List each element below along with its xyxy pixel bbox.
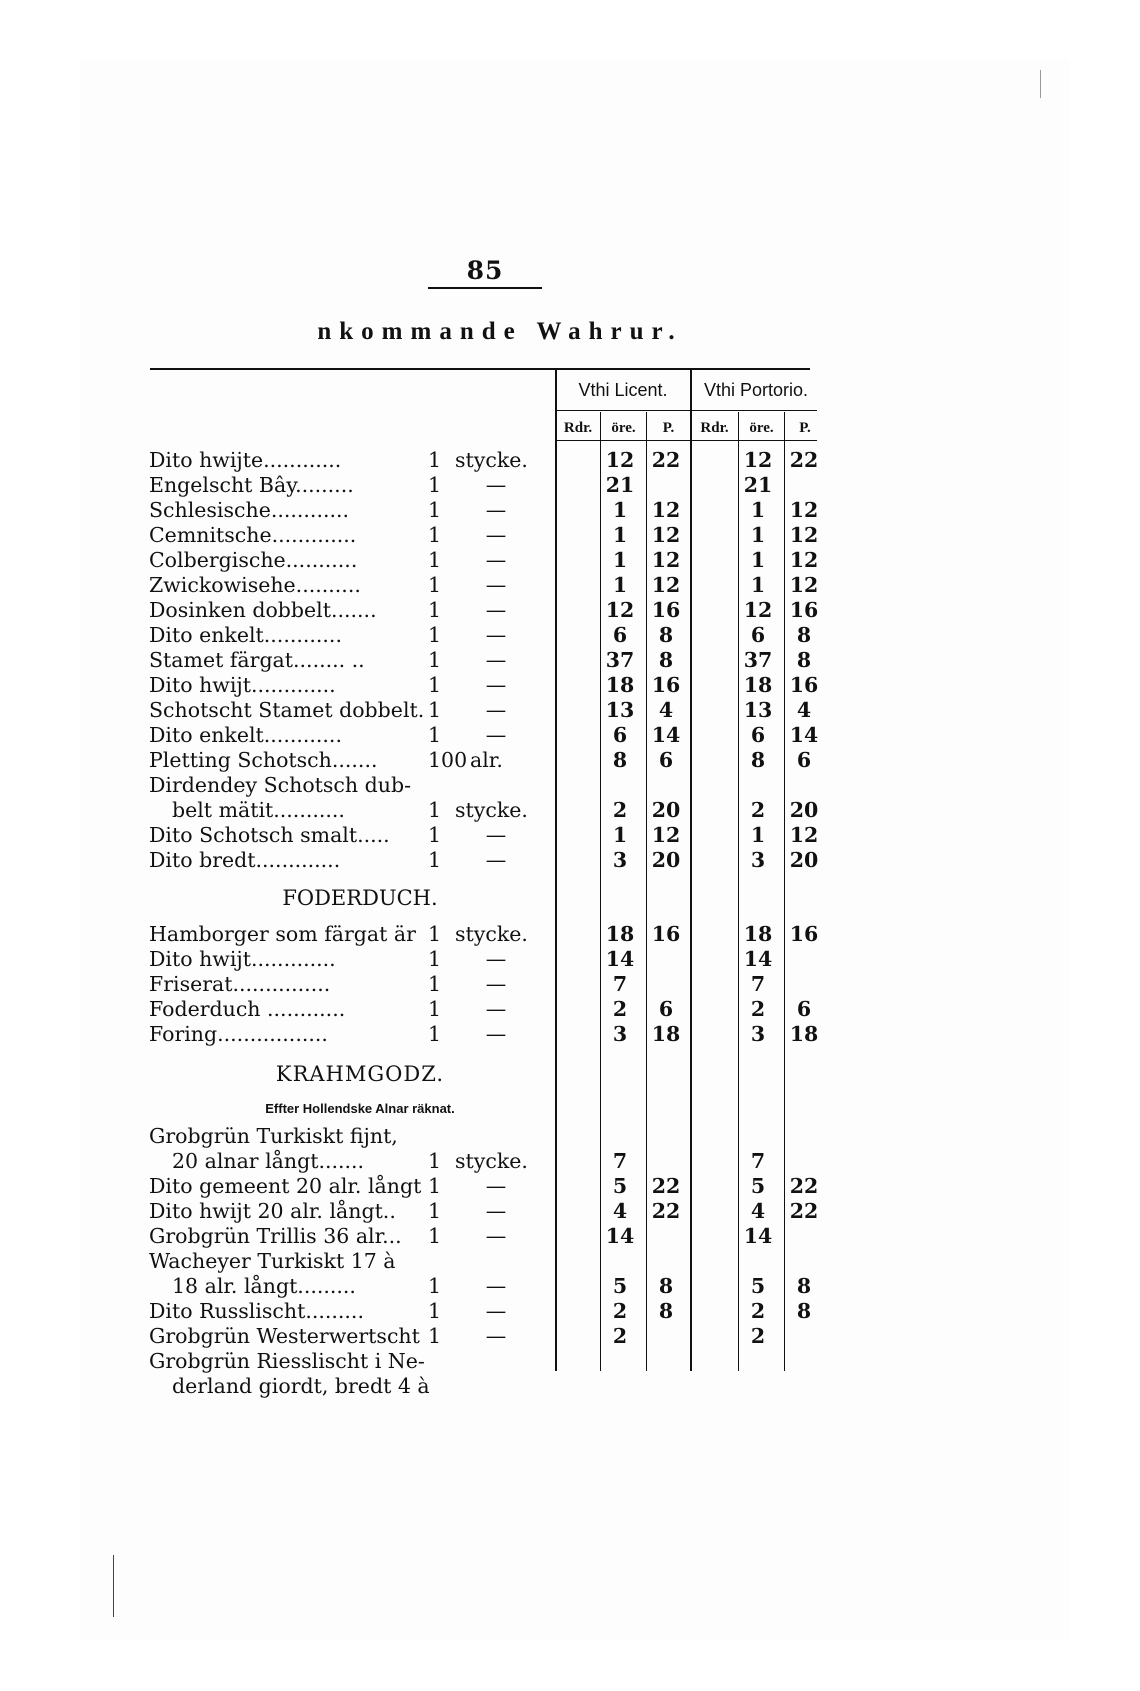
item-name: Zwickowisehe.......... <box>149 573 361 597</box>
portorio-ore: 5 <box>750 1174 766 1198</box>
portorio-ore: 2 <box>750 1324 766 1348</box>
page-number: 85 <box>466 256 504 285</box>
portorio-p: 12 <box>789 548 819 572</box>
portorio-p: 12 <box>789 823 819 847</box>
item-unit: — <box>485 1324 507 1348</box>
portorio-ore: 2 <box>750 798 766 822</box>
item-qty: 1 <box>428 673 442 697</box>
table-row <box>0 1374 1140 1399</box>
licent-ore: 4 <box>612 1199 628 1223</box>
item-name: Dito hwijte............ <box>149 448 342 472</box>
item-name: Dito hwijt 20 alr. långt.. <box>149 1199 396 1223</box>
item-qty: 1 <box>428 1022 442 1046</box>
item-name: Dito Russlischt......... <box>149 1299 364 1323</box>
table-row <box>0 748 1140 773</box>
item-name: Grobgrün Trillis 36 alr... <box>149 1224 402 1248</box>
item-qty: 1 <box>428 498 442 522</box>
item-name: Stamet färgat........ .. <box>149 648 365 672</box>
portorio-p: 22 <box>789 1174 819 1198</box>
item-name: Hamborger som färgat är <box>149 922 416 946</box>
licent-p-header: P. <box>662 420 675 436</box>
table-row <box>0 922 1140 947</box>
item-name: Schotscht Stamet dobbelt. <box>149 698 425 722</box>
licent-p: 22 <box>651 448 681 472</box>
table-row <box>0 1224 1140 1249</box>
item-qty: 1 <box>428 947 442 971</box>
licent-ore: 12 <box>605 448 635 472</box>
table-row <box>0 997 1140 1022</box>
licent-p: 16 <box>651 922 681 946</box>
item-unit: — <box>485 972 507 996</box>
portorio-ore: 21 <box>743 473 773 497</box>
licent-p: 22 <box>651 1199 681 1223</box>
item-unit: — <box>485 1022 507 1046</box>
licent-ore-header: öre. <box>611 420 636 436</box>
portorio-ore: 14 <box>743 1224 773 1248</box>
item-qty: 1 <box>428 1299 442 1323</box>
item-qty: 1 <box>428 798 442 822</box>
item-name-continued: 18 alr. långt......... <box>172 1274 356 1298</box>
section-note: Effter Hollendske Alnar räknat. <box>265 1101 455 1116</box>
licent-ore: 1 <box>612 498 628 522</box>
page-heading: nkommande Wahrur. <box>317 318 683 345</box>
item-qty: 1 <box>428 1174 442 1198</box>
licent-p: 12 <box>651 523 681 547</box>
item-unit: — <box>485 723 507 747</box>
portorio-p: 16 <box>789 598 819 622</box>
portorio-ore-header: öre. <box>749 420 774 436</box>
table-row <box>0 1149 1140 1174</box>
licent-p: 20 <box>651 798 681 822</box>
licent-rdr-header: Rdr. <box>563 420 593 436</box>
table-row <box>0 573 1140 598</box>
table-row <box>0 798 1140 823</box>
table-row <box>0 1174 1140 1199</box>
item-unit: — <box>485 1199 507 1223</box>
table-row <box>0 773 1140 798</box>
item-qty: 100 <box>428 748 468 772</box>
portorio-ore: 2 <box>750 997 766 1021</box>
item-unit: — <box>485 548 507 572</box>
scan-mark <box>1040 70 1041 98</box>
licent-ore: 6 <box>612 623 628 647</box>
item-unit: — <box>485 848 507 872</box>
item-qty: 1 <box>428 1324 442 1348</box>
licent-p: 8 <box>658 1299 674 1323</box>
licent-ore: 21 <box>605 473 635 497</box>
item-qty: 1 <box>428 1274 442 1298</box>
item-name: Engelscht Bây......... <box>149 473 354 497</box>
item-unit: stycke. <box>455 798 528 822</box>
portorio-ore: 3 <box>750 1022 766 1046</box>
licent-ore: 8 <box>612 748 628 772</box>
licent-p: 12 <box>651 573 681 597</box>
portorio-p: 4 <box>796 698 812 722</box>
item-name: Grobgrün Westerwertscht <box>149 1324 420 1348</box>
portorio-p: 22 <box>789 448 819 472</box>
licent-p: 6 <box>658 748 674 772</box>
table-row <box>0 848 1140 873</box>
item-name: Grobgrün Riesslischt i Ne- <box>149 1349 425 1373</box>
portorio-ore: 18 <box>743 922 773 946</box>
item-name: Dito enkelt............ <box>149 723 342 747</box>
licent-p: 12 <box>651 823 681 847</box>
item-unit: alr. <box>470 748 503 772</box>
portorio-p: 12 <box>789 498 819 522</box>
header-rule <box>555 440 817 441</box>
licent-ore: 12 <box>605 598 635 622</box>
licent-ore: 1 <box>612 573 628 597</box>
licent-p: 12 <box>651 548 681 572</box>
portorio-ore: 1 <box>750 548 766 572</box>
portorio-ore: 8 <box>750 748 766 772</box>
item-name: Dirdendey Schotsch dub- <box>149 773 412 797</box>
item-unit: — <box>485 623 507 647</box>
item-unit: — <box>485 1224 507 1248</box>
table-row <box>0 1299 1140 1324</box>
licent-ore: 2 <box>612 1324 628 1348</box>
licent-ore: 1 <box>612 523 628 547</box>
table-row <box>0 523 1140 548</box>
licent-ore: 2 <box>612 1299 628 1323</box>
item-name: Dito Schotsch smalt..... <box>149 823 390 847</box>
item-unit: stycke. <box>455 448 528 472</box>
item-name: Foderduch ............ <box>149 997 346 1021</box>
table-row <box>0 673 1140 698</box>
portorio-ore: 1 <box>750 823 766 847</box>
portorio-rdr-header: Rdr. <box>700 420 729 436</box>
licent-ore: 2 <box>612 798 628 822</box>
portorio-header: Vthi Portorio. <box>703 380 809 400</box>
portorio-ore: 4 <box>750 1199 766 1223</box>
item-unit: — <box>485 498 507 522</box>
portorio-ore: 18 <box>743 673 773 697</box>
portorio-ore: 12 <box>743 598 773 622</box>
licent-ore: 1 <box>612 823 628 847</box>
portorio-p: 6 <box>796 997 812 1021</box>
item-qty: 1 <box>428 573 442 597</box>
item-qty: 1 <box>428 448 442 472</box>
item-qty: 1 <box>428 523 442 547</box>
item-unit: — <box>485 698 507 722</box>
item-unit: — <box>485 473 507 497</box>
licent-p: 16 <box>651 598 681 622</box>
table-row <box>0 598 1140 623</box>
portorio-p: 8 <box>796 1299 812 1323</box>
table-row <box>0 1324 1140 1349</box>
item-unit: — <box>485 823 507 847</box>
item-name: Grobgrün Turkiskt fijnt, <box>149 1124 398 1148</box>
table-row <box>0 823 1140 848</box>
table-row <box>0 548 1140 573</box>
licent-p: 8 <box>658 648 674 672</box>
item-name: Friserat............... <box>149 972 331 996</box>
item-unit: — <box>485 673 507 697</box>
licent-ore: 18 <box>605 922 635 946</box>
item-unit: stycke. <box>455 1149 528 1173</box>
portorio-ore: 7 <box>750 1149 766 1173</box>
portorio-ore: 12 <box>743 448 773 472</box>
licent-p: 6 <box>658 997 674 1021</box>
header-rule <box>555 410 817 411</box>
portorio-ore: 7 <box>750 972 766 996</box>
item-qty: 1 <box>428 698 442 722</box>
portorio-p: 20 <box>789 798 819 822</box>
item-name: Pletting Schotsch....... <box>149 748 378 772</box>
item-unit: — <box>485 947 507 971</box>
licent-ore: 18 <box>605 673 635 697</box>
item-name: Wacheyer Turkiskt 17 à <box>149 1249 396 1273</box>
item-name-continued: belt mätit........... <box>172 798 345 822</box>
licent-ore: 13 <box>605 698 635 722</box>
licent-p: 4 <box>658 698 674 722</box>
portorio-ore: 14 <box>743 947 773 971</box>
portorio-p: 12 <box>789 523 819 547</box>
item-qty: 1 <box>428 823 442 847</box>
item-qty: 1 <box>428 848 442 872</box>
portorio-ore: 6 <box>750 623 766 647</box>
portorio-ore: 1 <box>750 523 766 547</box>
table-row <box>0 698 1140 723</box>
item-name: Dito gemeent 20 alr. långt <box>149 1174 422 1198</box>
portorio-p: 20 <box>789 848 819 872</box>
item-name-continued: 20 alnar långt....... <box>172 1149 365 1173</box>
portorio-p: 22 <box>789 1199 819 1223</box>
licent-header: Vthi Licent. <box>578 380 668 400</box>
table-row <box>0 648 1140 673</box>
table-row <box>0 1349 1140 1374</box>
item-qty: 1 <box>428 922 442 946</box>
item-unit: — <box>485 598 507 622</box>
item-qty: 1 <box>428 473 442 497</box>
licent-p: 14 <box>651 723 681 747</box>
licent-p: 20 <box>651 848 681 872</box>
item-name: Dosinken dobbelt....... <box>149 598 377 622</box>
licent-ore: 6 <box>612 723 628 747</box>
portorio-ore: 1 <box>750 498 766 522</box>
licent-ore: 3 <box>612 1022 628 1046</box>
licent-p: 12 <box>651 498 681 522</box>
item-qty: 1 <box>428 598 442 622</box>
licent-p: 8 <box>658 1274 674 1298</box>
portorio-p: 8 <box>796 648 812 672</box>
licent-ore: 37 <box>605 648 635 672</box>
item-name: Cemnitsche............. <box>149 523 357 547</box>
page-number-rule <box>428 287 542 289</box>
item-qty: 1 <box>428 972 442 996</box>
table-row <box>0 498 1140 523</box>
table-row <box>0 1274 1140 1299</box>
portorio-p: 18 <box>789 1022 819 1046</box>
portorio-ore: 6 <box>750 723 766 747</box>
licent-ore: 5 <box>612 1274 628 1298</box>
portorio-ore: 5 <box>750 1274 766 1298</box>
item-unit: — <box>485 997 507 1021</box>
item-unit: — <box>485 648 507 672</box>
portorio-ore: 2 <box>750 1299 766 1323</box>
portorio-ore: 1 <box>750 573 766 597</box>
licent-ore: 14 <box>605 947 635 971</box>
portorio-ore: 3 <box>750 848 766 872</box>
item-qty: 1 <box>428 1199 442 1223</box>
licent-ore: 5 <box>612 1174 628 1198</box>
portorio-p: 6 <box>796 748 812 772</box>
table-row <box>0 947 1140 972</box>
licent-p: 18 <box>651 1022 681 1046</box>
licent-ore: 3 <box>612 848 628 872</box>
item-name-continued: derland giordt, bredt 4 à <box>172 1374 430 1398</box>
item-unit: — <box>485 573 507 597</box>
table-row <box>0 473 1140 498</box>
table-row <box>0 448 1140 473</box>
licent-p: 16 <box>651 673 681 697</box>
table-row <box>0 623 1140 648</box>
section-heading-krahmgodz: KRAHMGODZ. <box>275 1062 445 1086</box>
portorio-p: 8 <box>796 1274 812 1298</box>
table-row <box>0 1022 1140 1047</box>
table-row <box>0 972 1140 997</box>
licent-p: 22 <box>651 1174 681 1198</box>
item-unit: stycke. <box>455 922 528 946</box>
section-heading-foderduch: FODERDUCH. <box>282 886 438 910</box>
item-qty: 1 <box>428 548 442 572</box>
item-qty: 1 <box>428 997 442 1021</box>
item-qty: 1 <box>428 623 442 647</box>
portorio-p: 14 <box>789 723 819 747</box>
item-name: Dito bredt............. <box>149 848 341 872</box>
item-qty: 1 <box>428 1224 442 1248</box>
item-name: Foring................. <box>149 1022 328 1046</box>
item-name: Schlesische............ <box>149 498 350 522</box>
portorio-p-header: P. <box>799 420 811 436</box>
scan-mark <box>113 1555 114 1617</box>
licent-ore: 7 <box>612 972 628 996</box>
item-unit: — <box>485 1274 507 1298</box>
portorio-p: 16 <box>789 922 819 946</box>
item-unit: — <box>485 523 507 547</box>
item-name: Colbergische........... <box>149 548 358 572</box>
portorio-p: 12 <box>789 573 819 597</box>
top-rule <box>150 368 810 370</box>
licent-p: 8 <box>658 623 674 647</box>
portorio-ore: 13 <box>743 698 773 722</box>
item-unit: — <box>485 1174 507 1198</box>
licent-ore: 14 <box>605 1224 635 1248</box>
table-row <box>0 1249 1140 1274</box>
portorio-p: 16 <box>789 673 819 697</box>
licent-ore: 7 <box>612 1149 628 1173</box>
portorio-ore: 37 <box>743 648 773 672</box>
item-unit: — <box>485 1299 507 1323</box>
licent-ore: 2 <box>612 997 628 1021</box>
licent-ore: 1 <box>612 548 628 572</box>
item-qty: 1 <box>428 723 442 747</box>
item-qty: 1 <box>428 1149 442 1173</box>
table-row <box>0 1199 1140 1224</box>
item-name: Dito hwijt............. <box>149 947 336 971</box>
item-name: Dito hwijt............. <box>149 673 336 697</box>
table-row <box>0 723 1140 748</box>
item-name: Dito enkelt............ <box>149 623 342 647</box>
item-qty: 1 <box>428 648 442 672</box>
portorio-p: 8 <box>796 623 812 647</box>
table-row <box>0 1124 1140 1149</box>
